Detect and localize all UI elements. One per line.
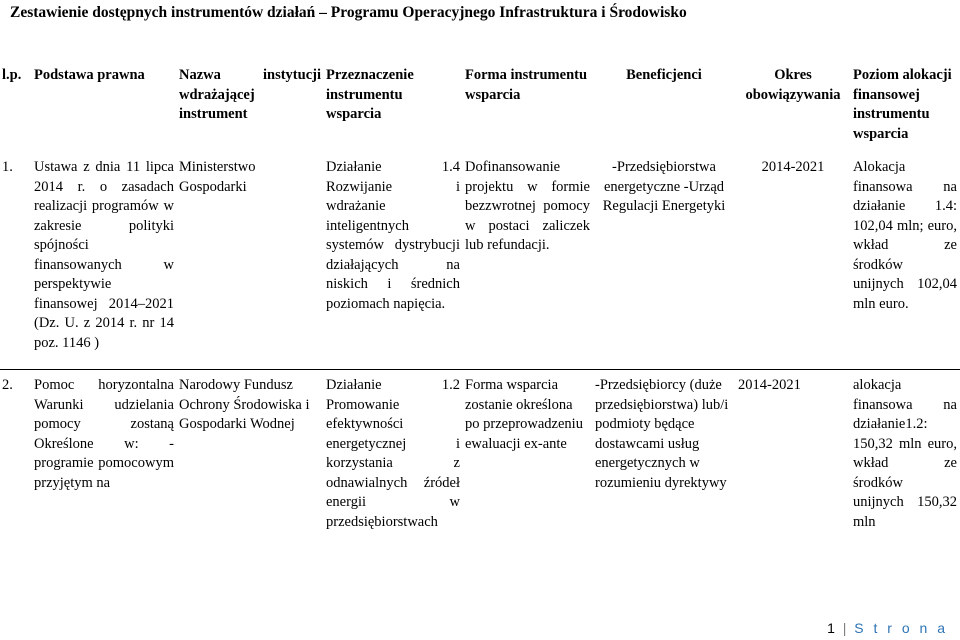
header-beneficiaries: Beneficjenci <box>626 67 702 83</box>
header-allocation-level: Poziom alokacji finansowej instrumentu wsparcia <box>853 67 952 142</box>
table-row <box>0 370 960 533</box>
document-title: Zestawienie dostępnych instrumentów działań – Programu Operacyjnego Infrastruktura i Środowisko <box>10 4 687 21</box>
page-label: S t r o n a <box>854 620 948 636</box>
row-period: 2014-2021 <box>761 159 825 175</box>
header-legal-basis: Podstawa prawna <box>34 67 145 83</box>
header-lp: l.p. <box>2 67 22 83</box>
instruments-table <box>0 66 960 532</box>
page-number: 1 <box>827 620 835 636</box>
row-allocation-level: Alokacja finansowa na działanie 1.4: 102,04 mln; euro, wkład ze środków unijnych 102,04 mln euro. <box>853 159 957 312</box>
table-row <box>0 158 960 353</box>
header-period: Okres obowiązywania <box>745 67 841 103</box>
row-institution: Ministerstwo Gospodarki <box>179 159 256 195</box>
table-header-row <box>0 66 960 158</box>
row-beneficiaries: -Przedsiębiorcy (duże przedsiębiorstwa) lub/i podmioty będące dostawcami usług energetycznych w rozumieniu dyrektywy <box>593 370 736 533</box>
header-institution: Nazwa instytucji wdrażającej instrument <box>179 67 321 122</box>
row-allocation-level: alokacja finansowa na działanie1.2: 150,32 mln euro, wkład ze środków unijnych 150,32 mln <box>851 370 960 533</box>
row-purpose: Działanie 1.2 Promowanie efektywności energetycznej i korzystania z odnawialnych źródeł energii w przedsiębiorstwach <box>324 370 463 533</box>
row-institution: Narodowy Fundusz Ochrony Środowiska i Gospodarki Wodnej <box>177 370 324 533</box>
row-period: 2014-2021 <box>736 370 851 533</box>
header-form: Forma instrumentu wsparcia <box>465 67 588 103</box>
row-form: Dofinansowanie projektu w formie bezzwrotnej pomocy w postaci zaliczek lub refundacji. <box>465 159 590 253</box>
row-legal-basis: Pomoc horyzontalna Warunki udzielania pomocy zostaną Określone w: -programie pomocowym przyjętym na <box>32 370 177 533</box>
footer-separator: | <box>842 620 847 636</box>
row-lp: 1. <box>2 159 13 175</box>
row-form: Forma wsparcia zostanie określona po przeprowadzeniu ewaluacji ex-ante <box>463 370 593 533</box>
row-legal-basis: Ustawa z dnia 11 lipca 2014 r. o zasadach realizacji programów w zakresie polityki spójności finansowanych w perspektywie finansowej 2014–2021 (Dz. U. z 2014 r. nr 14 poz. 1146 ) <box>34 159 174 351</box>
row-beneficiaries: -Przedsiębiorstwa energetyczne -Urząd Regulacji Energetyki <box>602 159 726 214</box>
row-lp: 2. <box>0 370 32 533</box>
page-footer <box>827 620 948 636</box>
header-purpose: Przeznaczenie instrumentu wsparcia <box>326 67 414 122</box>
row-spacer <box>0 353 960 370</box>
row-purpose: Działanie 1.4 Rozwijanie i wdrażanie inteligentnych systemów dystrybucji działających na niskich i średnich poziomach napięcia. <box>326 159 460 312</box>
